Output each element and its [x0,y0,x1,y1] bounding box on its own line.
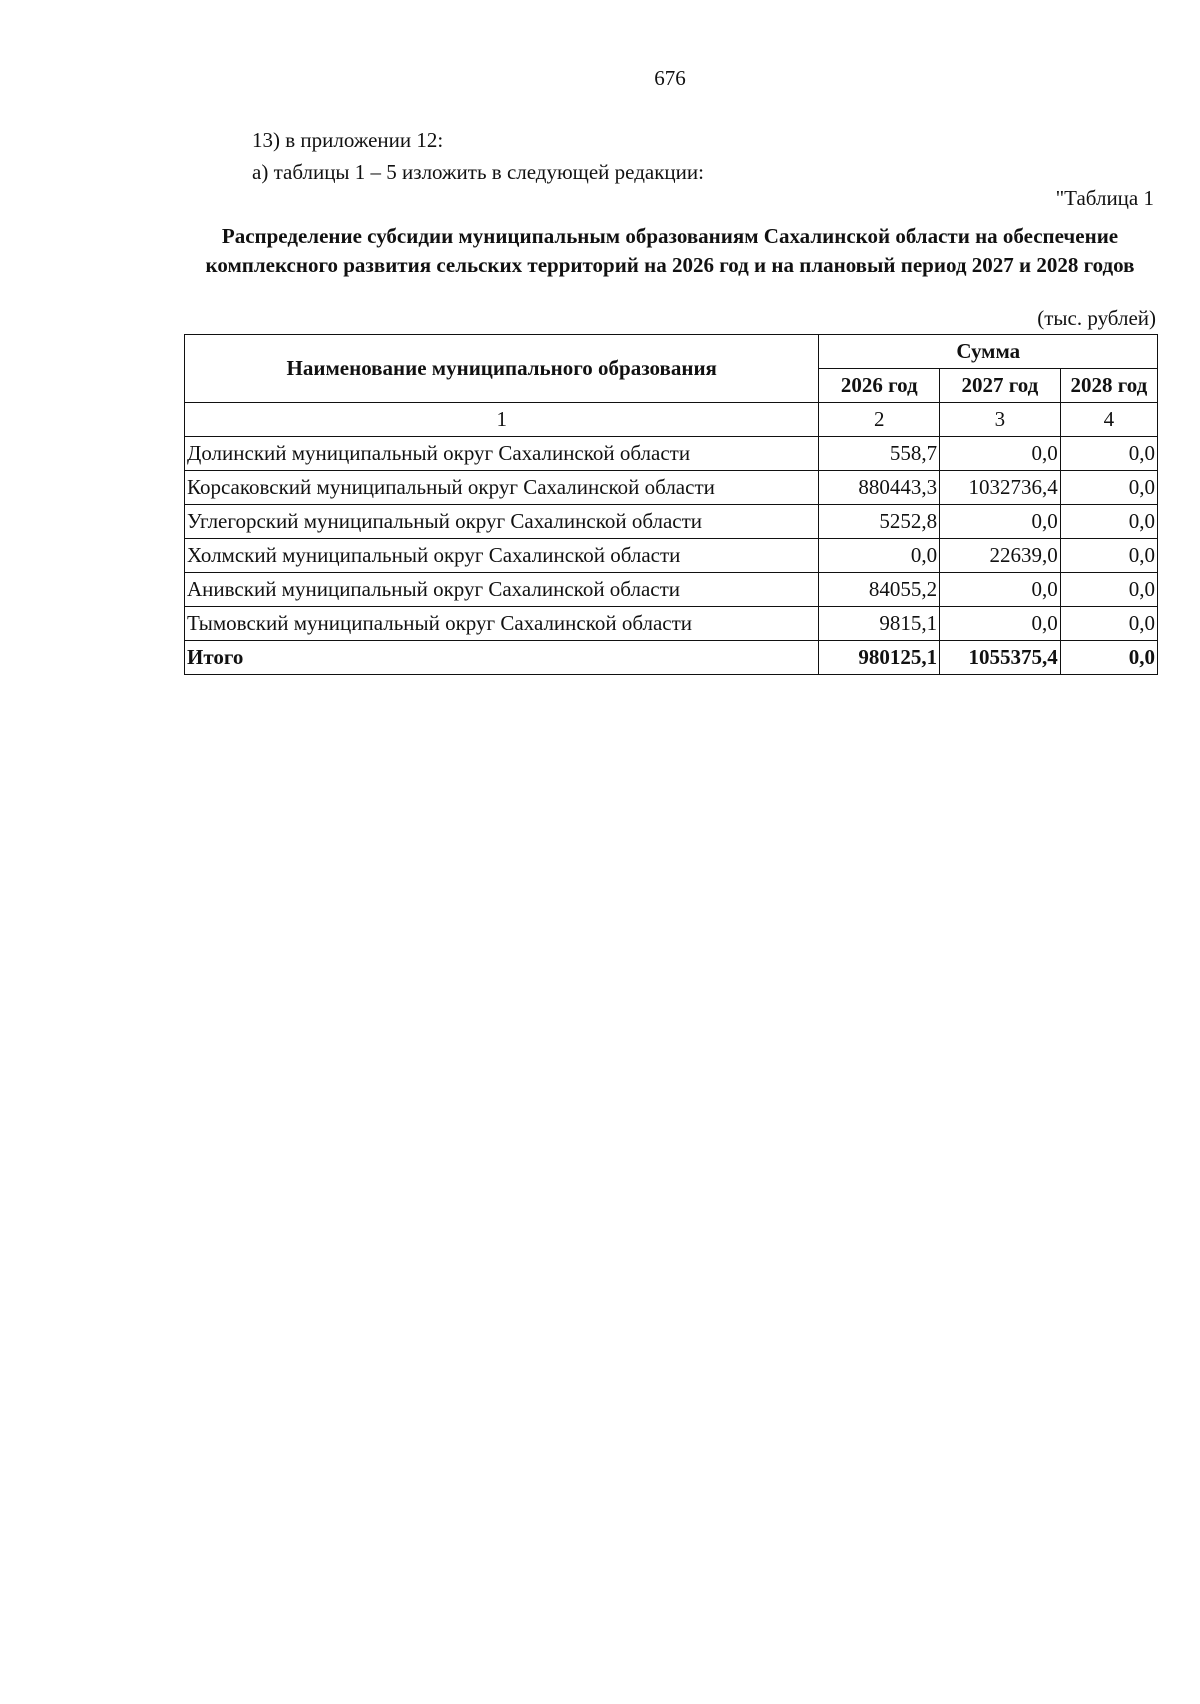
header-year-2027: 2027 год [940,369,1061,403]
value-2028: 0,0 [1060,505,1157,539]
value-2026: 84055,2 [819,573,940,607]
table-row [185,471,1158,505]
value-2028: 0,0 [1060,471,1157,505]
value-2026: 0,0 [819,539,940,573]
page-number: 676 [654,66,686,90]
header-year-2026: 2026 год [819,369,940,403]
total-2026: 980125,1 [819,641,940,675]
table-body [185,437,1158,641]
column-number: 3 [940,403,1061,437]
total-2028: 0,0 [1060,641,1157,675]
municipality-name: Долинский муниципальный округ Сахалинской области [185,437,819,471]
value-2028: 0,0 [1060,437,1157,471]
municipality-name: Анивский муниципальный округ Сахалинской области [185,573,819,607]
municipality-name: Тымовский муниципальный округ Сахалинской области [185,607,819,641]
total-row [185,641,1158,675]
municipality-name: Корсаковский муниципальный округ Сахалинской области [185,471,819,505]
value-2028: 0,0 [1060,607,1157,641]
value-2027: 0,0 [940,437,1061,471]
document-title: Распределение субсидии муниципальным образованиям Сахалинской области на обеспечение комплексного развития сельских территорий на 2026 год и на плановый период 2027 и 2028 годов [205,224,1135,277]
total-2027: 1055375,4 [940,641,1061,675]
units-label: (тыс. рублей) [1037,306,1156,330]
table-row [185,437,1158,471]
total-label: Итого [185,641,819,675]
column-number: 2 [819,403,940,437]
value-2028: 0,0 [1060,573,1157,607]
table-caption: "Таблица 1 [1055,186,1154,210]
value-2027: 0,0 [940,505,1061,539]
value-2026: 9815,1 [819,607,940,641]
header-year-2028: 2028 год [1060,369,1157,403]
value-2026: 5252,8 [819,505,940,539]
municipality-name: Холмский муниципальный округ Сахалинской области [185,539,819,573]
value-2027: 1032736,4 [940,471,1061,505]
municipality-name: Углегорский муниципальный округ Сахалинской области [185,505,819,539]
table-row [185,607,1158,641]
table-row [185,539,1158,573]
column-number: 4 [1060,403,1157,437]
column-number: 1 [185,403,819,437]
subsidy-table [184,334,1158,675]
header-name: Наименование муниципального образования [185,335,819,403]
item-paragraph: 13) в приложении 12: [252,128,444,152]
value-2028: 0,0 [1060,539,1157,573]
value-2026: 880443,3 [819,471,940,505]
value-2027: 0,0 [940,573,1061,607]
value-2027: 22639,0 [940,539,1061,573]
subitem-paragraph: а) таблицы 1 – 5 изложить в следующей редакции: [252,160,704,184]
table-row [185,573,1158,607]
table-row [185,505,1158,539]
value-2027: 0,0 [940,607,1061,641]
header-sum: Сумма [819,335,1158,369]
value-2026: 558,7 [819,437,940,471]
